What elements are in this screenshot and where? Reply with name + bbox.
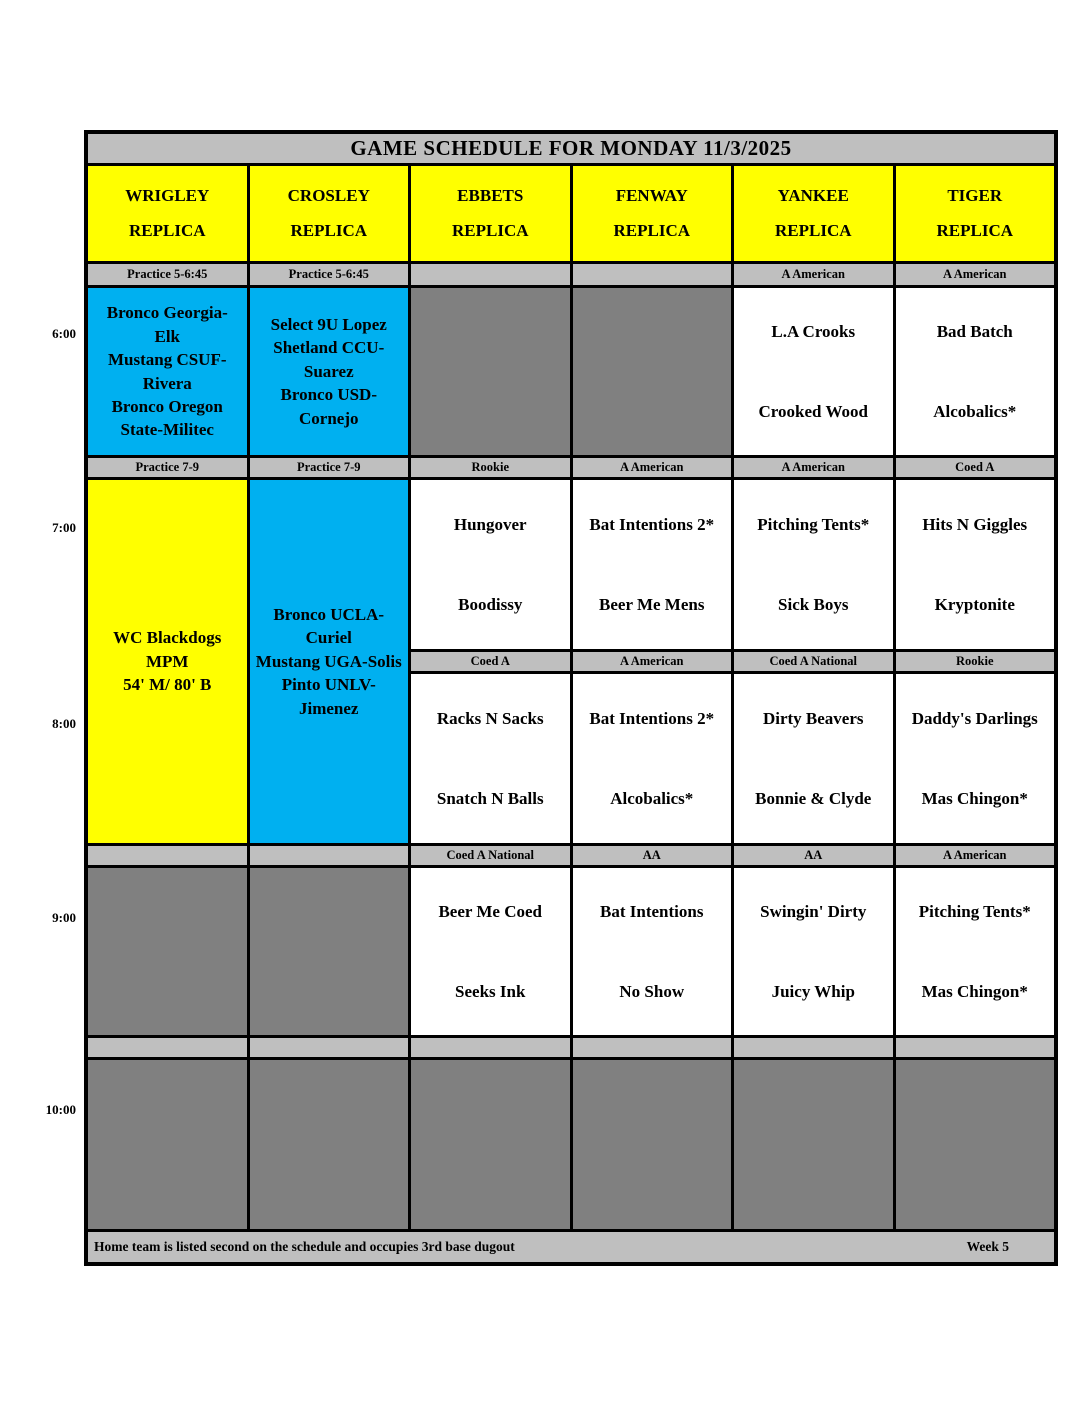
away-team: Beer Me Coed: [438, 902, 543, 922]
home-team-note: Home team is listed second on the schedule and occupies 3rd base dugout: [94, 1239, 515, 1254]
game-cell-fenway-9: [573, 868, 732, 1035]
game-cell-fenway-8: [573, 674, 732, 843]
game-cell-ebbets-9: [411, 868, 570, 1035]
empty-slot-tiger-10: [896, 1060, 1055, 1229]
practice-group: 54' M/ 80' B: [123, 675, 212, 695]
footer-bar: [88, 1232, 1054, 1262]
field-header-wrigley: [88, 166, 247, 261]
empty-slot-yankee-10: [734, 1060, 893, 1229]
away-team: Bat Intentions 2*: [589, 708, 715, 728]
away-team: Pitching Tents*: [757, 514, 870, 534]
division-label-fenway-8: A American: [573, 652, 732, 671]
game-cell-yankee-7: [734, 480, 893, 649]
home-team: Seeks Ink: [455, 981, 526, 1001]
home-team: Sick Boys: [778, 595, 849, 615]
practice-group: MPM: [146, 651, 189, 671]
empty-slot-ebbets-6: [411, 288, 570, 455]
game-cell-yankee-8: [734, 674, 893, 843]
time-label-10: 10:00: [45, 1102, 76, 1117]
division-label-fenway-9: AA: [573, 846, 732, 865]
division-label-ebbets-10: [411, 1038, 570, 1057]
division-label-fenway-6: [573, 264, 732, 285]
division-label-fenway-7: A American: [573, 458, 732, 477]
away-team: Racks N Sacks: [436, 708, 544, 728]
division-label-yankee-7: A American: [734, 458, 893, 477]
division-label-crosley-9: [250, 846, 409, 865]
field-name: CROSLEY: [287, 185, 370, 205]
home-team: Kryptonite: [934, 595, 1015, 615]
home-team: Mas Chingon*: [921, 981, 1028, 1001]
division-label-ebbets-7: Rookie: [411, 458, 570, 477]
field-kind: REPLICA: [613, 221, 690, 241]
practice-group: Pinto UNLV-Jimenez: [281, 675, 376, 718]
division-label-yankee-6: A American: [734, 264, 893, 285]
empty-slot-ebbets-10: [411, 1060, 570, 1229]
practice-group: Bronco UCLA-Curiel: [273, 604, 385, 648]
empty-slot-wrigley-9: [88, 868, 247, 1035]
game-schedule-table: [84, 130, 1058, 1266]
division-label-crosley-6: Practice 5-6:45: [250, 264, 409, 285]
empty-slot-crosley-9: [250, 868, 409, 1035]
empty-slot-fenway-10: [573, 1060, 732, 1229]
division-label-tiger-9: A American: [896, 846, 1055, 865]
empty-slot-fenway-6: [573, 288, 732, 455]
practice-block-crosley-6: [250, 288, 409, 455]
game-cell-yankee-9: [734, 868, 893, 1035]
away-team: Daddy's Darlings: [911, 708, 1038, 728]
practice-group: Bronco Georgia-Elk: [106, 303, 228, 346]
field-header-yankee: [734, 166, 893, 261]
field-header-crosley: [250, 166, 409, 261]
division-label-wrigley-6: Practice 5-6:45: [88, 264, 247, 285]
field-header-fenway: [573, 166, 732, 261]
home-team: Mas Chingon*: [921, 789, 1028, 809]
division-label-tiger-8: Rookie: [896, 652, 1055, 671]
away-team: Bat Intentions: [600, 902, 704, 922]
home-team: Boodissy: [458, 595, 523, 615]
time-label-9: 9:00: [52, 910, 76, 925]
field-header-tiger: [896, 166, 1055, 261]
field-kind: REPLICA: [451, 221, 529, 241]
practice-group: Shetland CCU-Suarez: [273, 338, 385, 381]
division-label-wrigley-10: [88, 1038, 247, 1057]
time-label-8: 8:00: [52, 716, 76, 731]
division-label-ebbets-8: Coed A: [411, 652, 570, 671]
field-name: FENWAY: [615, 185, 688, 205]
home-team: Alcobalics*: [610, 789, 694, 809]
home-team: Juicy Whip: [771, 981, 855, 1001]
division-label-wrigley-9: [88, 846, 247, 865]
practice-group: Mustang UGA-Solis: [255, 651, 402, 671]
practice-group: Bronco Oregon State-Militec: [111, 396, 223, 440]
home-team: Crooked Wood: [758, 401, 868, 421]
game-cell-tiger-8: [896, 674, 1055, 843]
away-team: Bad Batch: [936, 322, 1013, 342]
home-team: Bonnie & Clyde: [755, 789, 872, 809]
division-label-yankee-10: [734, 1038, 893, 1057]
empty-slot-wrigley-10: [88, 1060, 247, 1229]
field-header-ebbets: [411, 166, 570, 261]
practice-group: Bronco USD-Cornejo: [280, 385, 377, 428]
away-team: Bat Intentions 2*: [589, 514, 715, 534]
game-cell-tiger-6: [896, 288, 1055, 455]
field-name: WRIGLEY: [125, 185, 210, 205]
game-cell-yankee-6: [734, 288, 893, 455]
away-team: Swingin' Dirty: [760, 902, 867, 922]
game-cell-tiger-9: [896, 868, 1055, 1035]
practice-block-crosley-7-8: [250, 480, 409, 843]
division-label-tiger-6: A American: [896, 264, 1055, 285]
field-kind: REPLICA: [774, 221, 852, 241]
practice-group: Mustang CSUF-Rivera: [107, 350, 227, 393]
division-label-tiger-7: Coed A: [896, 458, 1055, 477]
away-team: Dirty Beavers: [762, 708, 864, 728]
division-label-crosley-7: Practice 7-9: [250, 458, 409, 477]
away-team: L.A Crooks: [771, 322, 856, 342]
week-label: Week 5: [966, 1239, 1009, 1254]
away-team: Pitching Tents*: [918, 902, 1031, 922]
time-label-7: 7:00: [52, 520, 76, 535]
away-team: Hits N Giggles: [922, 514, 1028, 534]
home-team: Alcobalics*: [933, 401, 1017, 421]
field-name: EBBETS: [457, 185, 524, 205]
division-label-ebbets-6: [411, 264, 570, 285]
field-kind: REPLICA: [128, 221, 206, 241]
practice-block-wrigley-6: [88, 288, 247, 455]
field-name: YANKEE: [777, 185, 849, 205]
practice-block-wrigley-7-8: [88, 480, 247, 843]
field-kind: REPLICA: [290, 221, 367, 241]
practice-group: WC Blackdogs: [113, 628, 222, 648]
field-kind: REPLICA: [936, 221, 1013, 241]
division-label-wrigley-7: Practice 7-9: [88, 458, 247, 477]
time-label-6: 6:00: [52, 326, 76, 341]
empty-slot-crosley-10: [250, 1060, 409, 1229]
schedule-title: GAME SCHEDULE FOR MONDAY 11/3/2025: [88, 134, 1054, 163]
game-cell-tiger-7: [896, 480, 1055, 649]
division-label-yankee-9: AA: [734, 846, 893, 865]
home-team: Beer Me Mens: [599, 595, 705, 615]
home-team: Snatch N Balls: [436, 789, 544, 809]
field-name: TIGER: [947, 185, 1003, 205]
division-label-tiger-10: [896, 1038, 1055, 1057]
division-label-ebbets-9: Coed A National: [411, 846, 570, 865]
game-cell-ebbets-7: [411, 480, 570, 649]
division-label-crosley-10: [250, 1038, 409, 1057]
away-team: Hungover: [453, 514, 527, 534]
division-label-fenway-10: [573, 1038, 732, 1057]
practice-group: Select 9U Lopez: [270, 314, 387, 334]
game-cell-fenway-7: [573, 480, 732, 649]
home-team: No Show: [619, 981, 685, 1001]
division-label-yankee-8: Coed A National: [734, 652, 893, 671]
game-cell-ebbets-8: [411, 674, 570, 843]
